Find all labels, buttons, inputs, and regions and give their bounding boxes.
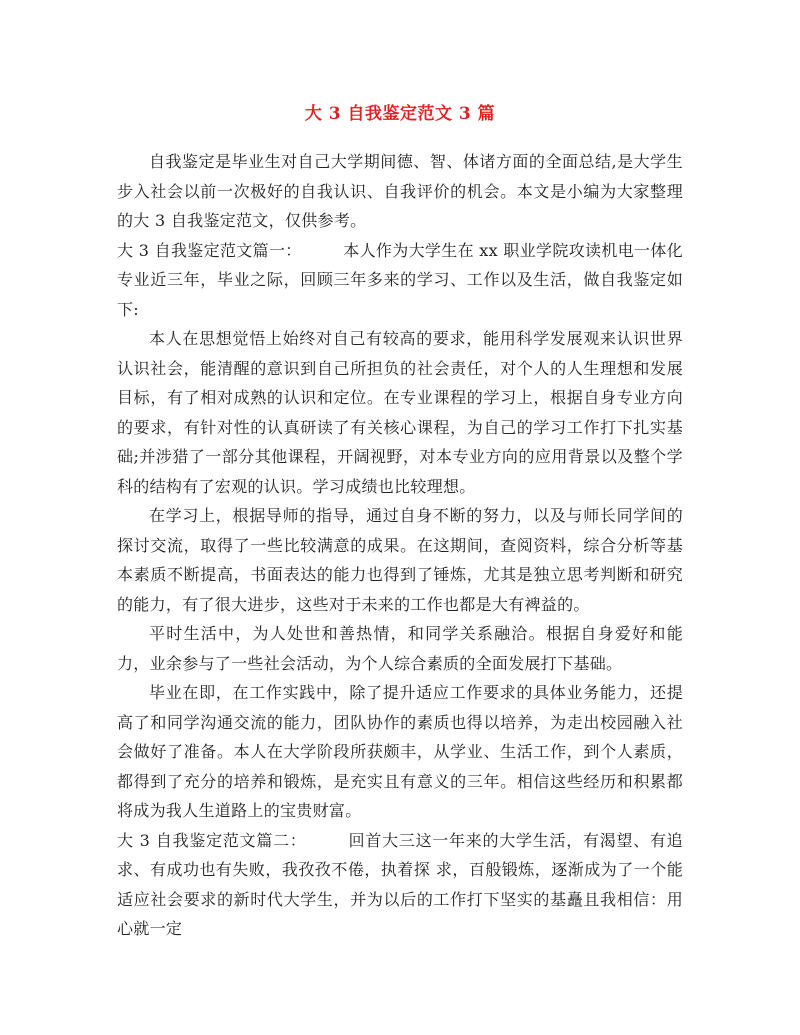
section-one-label: 大 3 自我鉴定范文篇一： <box>117 240 302 260</box>
document-title: 大 3 自我鉴定范文 3 篇 <box>304 104 496 124</box>
section-two-paragraph <box>117 826 683 944</box>
body-paragraph-study: 在学习上，根据导师的指导，通过自身不断的努力，以及与师长同学间的探讨交流，取得了一些比较满意的成果。在这期间，查阅资料，综合分析等基本素质不断提高，书面表达的能力也得到了锤炼，尤其是独立思考判断和研究的能力，有了很大进步，这些对于未来的工作也都是大有裨益的。 <box>117 506 683 614</box>
body-paragraph-life: 平时生活中，为人处世和善热情，和同学关系融洽。根据自身爱好和能力，业余参与了一些社会活动，为个人综合素质的全面发展打下基础。 <box>117 624 683 673</box>
section-two-label: 大 3 自我鉴定范文篇二： <box>117 830 307 850</box>
section-one-lead: 本人作为大学生在 xx 职业学院攻读机电一体化专业近三年，毕业之际，回顾三年多来的学习、工作以及生活，做自我鉴定如下: <box>117 240 683 319</box>
section-two-lead: 回首大三这一年来的大学生活，有渴望、有追求、有成功也有失败，我孜孜不倦，执着探 求，百般锻炼，逐渐成为了一个能适应社会要求的新时代大学生，并为以后的工作打下坚实的基矗且我相信：用心就一定 <box>117 830 683 938</box>
intro-paragraph: 自我鉴定是毕业生对自己大学期间德、智、体诸方面的全面总结,是大学生步入社会以前一次极好的自我认识、自我评价的机会。本文是小编为大家整理的大 3 自我鉴定范文，仅供参考。 <box>117 152 683 230</box>
body-paragraph-graduation: 毕业在即，在工作实践中，除了提升适应工作要求的具体业务能力，还提高了和同学沟通交流的能力，团队协作的素质也得以培养，为走出校园融入社会做好了准备。本人在大学阶段所获颇丰，从学业、生活工作，到个人素质，都得到了充分的培养和锻炼，是充实且有意义的三年。相信这些经历和积累都将成为我人生道路上的宝贵财富。 <box>117 683 683 820</box>
document-body <box>117 147 683 944</box>
section-one-paragraph <box>117 236 683 325</box>
body-paragraph-thought: 本人在思想觉悟上始终对自己有较高的要求，能用科学发展观来认识世界认识社会，能清醒的意识到自己所担负的社会责任，对个人的人生理想和发展目标，有了相对成熟的认识和定位。在专业课程的学习上，根据自身专业方向的要求，有针对性的认真研读了有关核心课程，为自己的学习工作打下扎实基础;并涉猎了一部分其他课程，开阔视野，对本专业方向的应用背景以及整个学科的结构有了宏观的认识。学习成绩也比较理想。 <box>117 329 683 496</box>
